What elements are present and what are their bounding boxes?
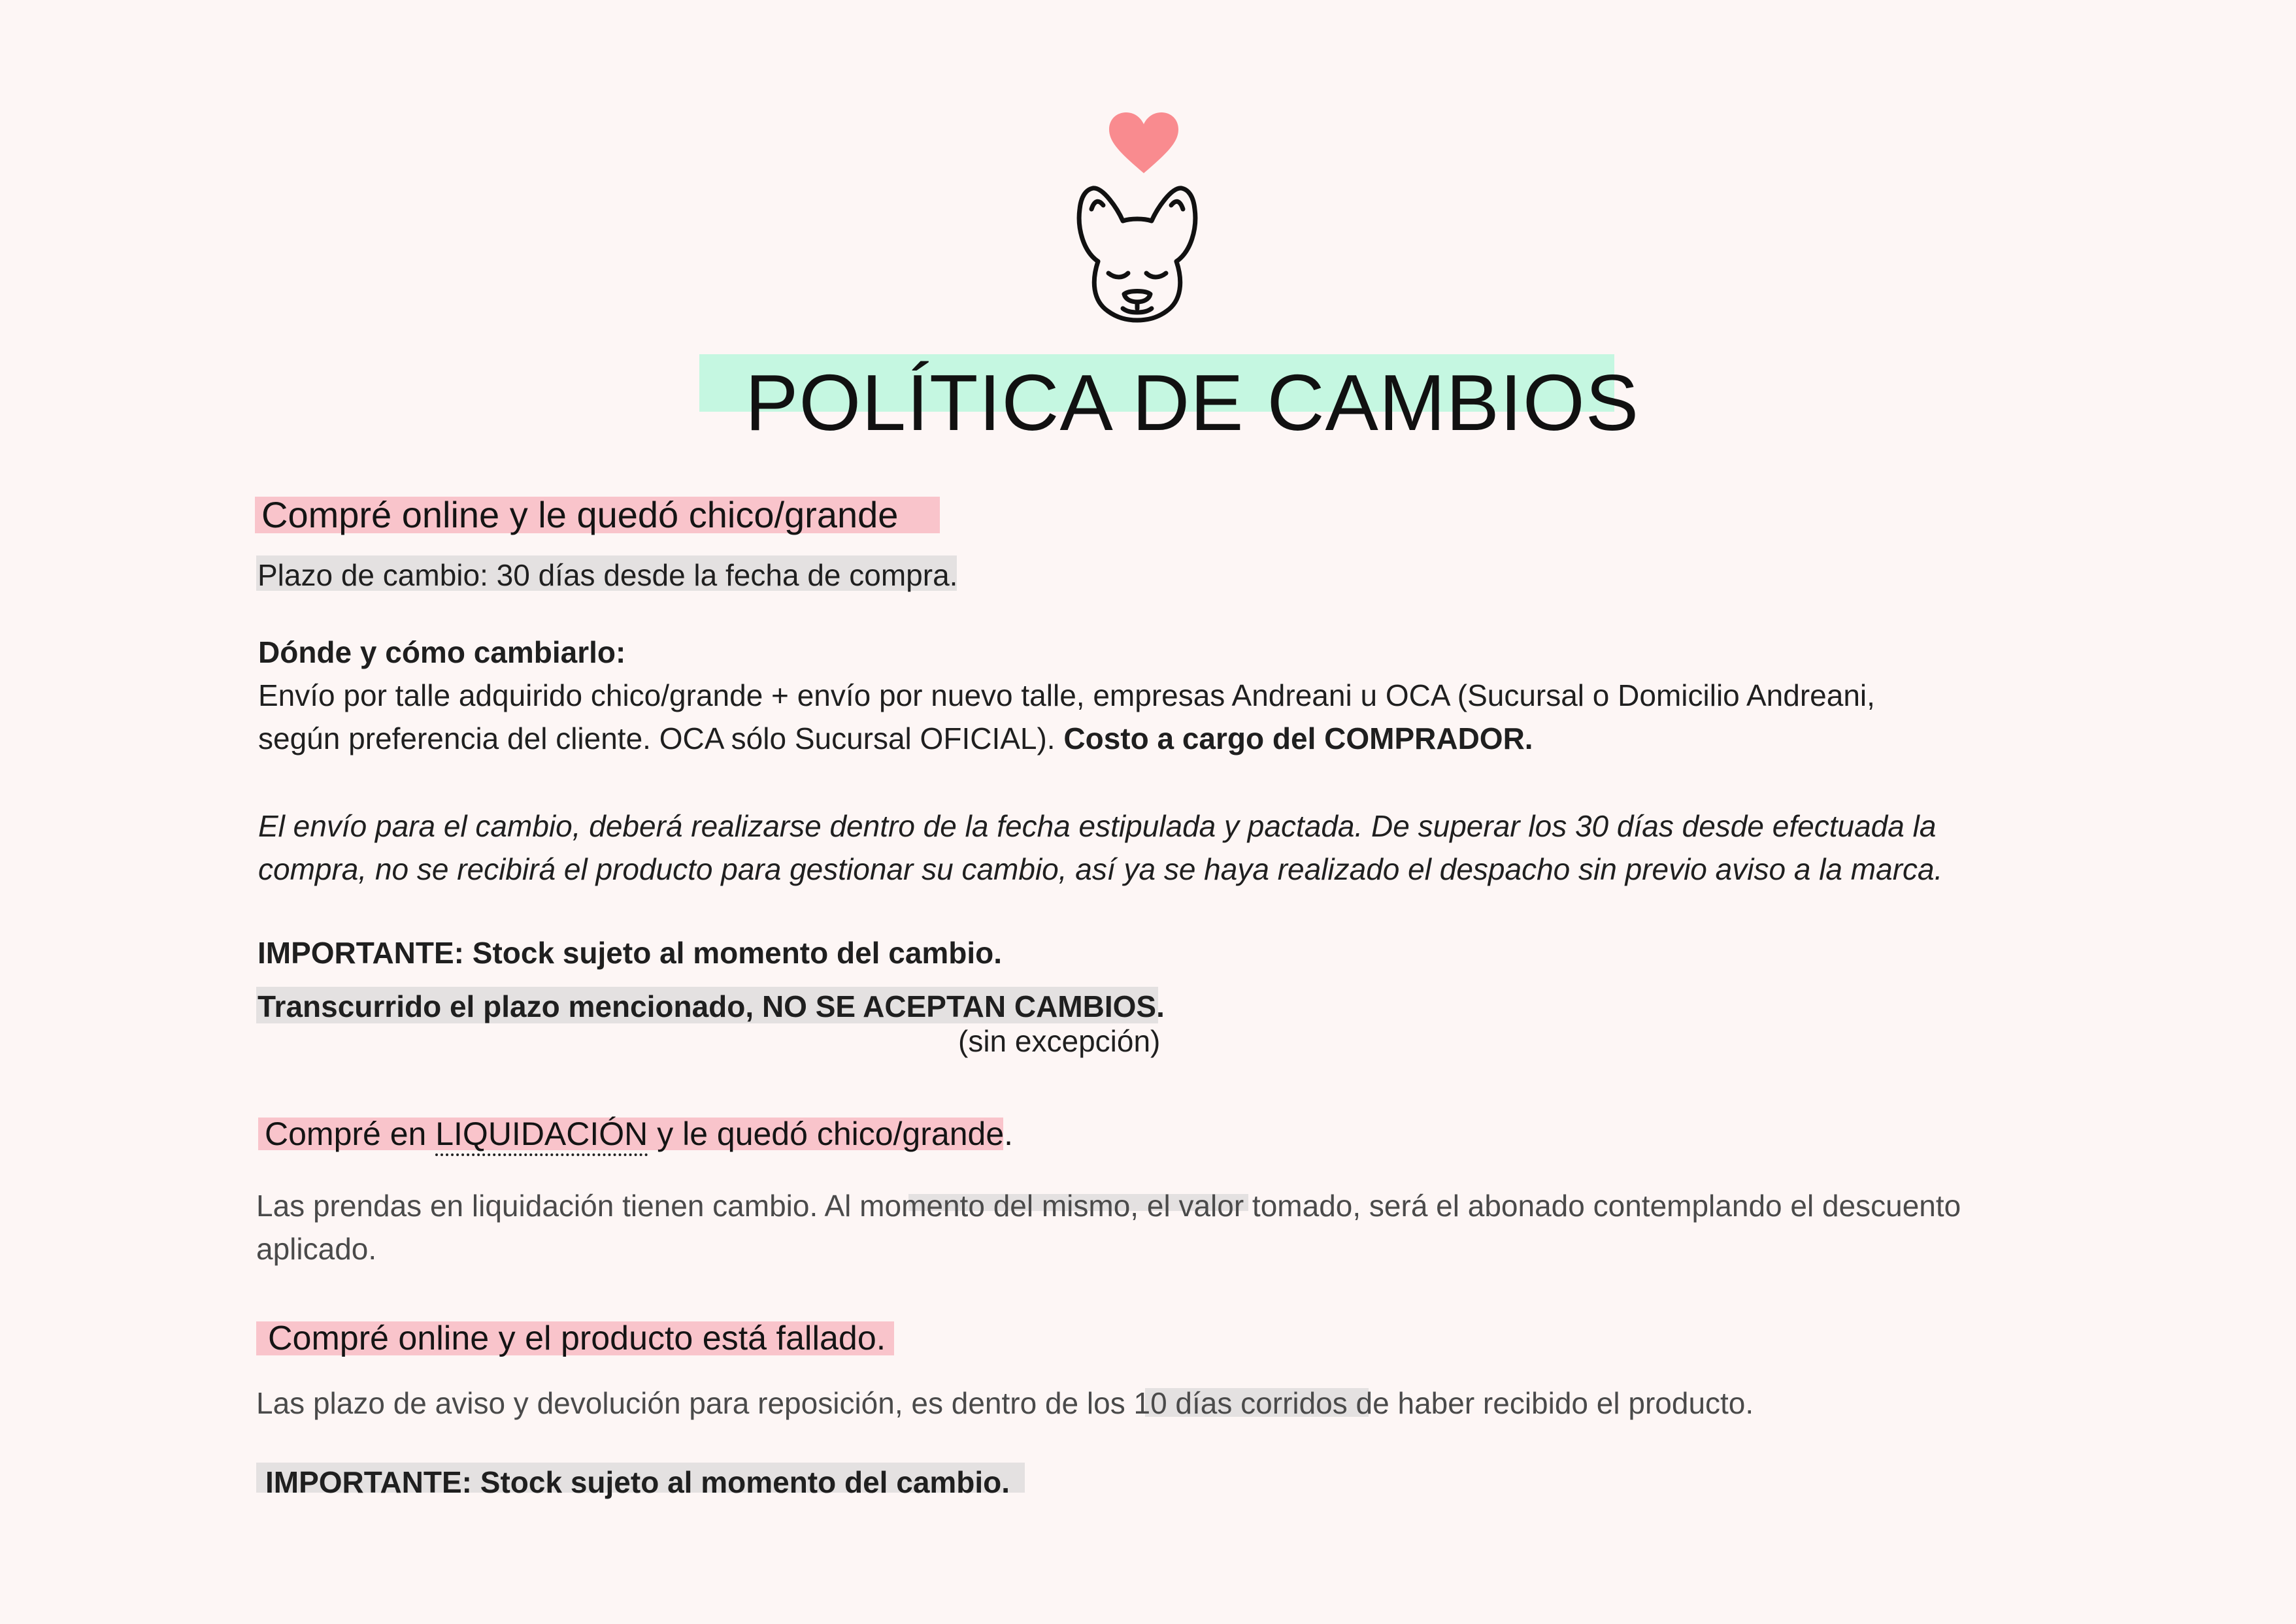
where-line-2-text: según preferencia del cliente. OCA sólo Sucursal OFICIAL). bbox=[258, 721, 1064, 755]
note-line-2: compra, no se recibirá el producto para gestionar su cambio, así ya se haya realizado el despacho sin previo aviso a la marca. bbox=[258, 852, 1943, 886]
section3-body: Las plazo de aviso y devolución para reposición, es dentro de los 10 días corridos de haber recibido el producto. bbox=[256, 1386, 1754, 1420]
heart-icon bbox=[1108, 111, 1180, 176]
no-exception-text: (sin excepción) bbox=[958, 1024, 1161, 1058]
important-note-2: IMPORTANTE: Stock sujeto al momento del cambio. bbox=[265, 1465, 1010, 1499]
deadline-text: Plazo de cambio: 30 días desde la fecha de compra. bbox=[258, 558, 958, 592]
section3-heading: Compré online y el producto está fallado. bbox=[268, 1319, 886, 1357]
section2-body-line-2: aplicado. bbox=[256, 1232, 377, 1266]
where-line-1: Envío por talle adquirido chico/grande + envío por nuevo talle, empresas Andreani u OCA (Sucursal o Domicilio Andreani, bbox=[258, 678, 1875, 712]
section1-heading: Compré online y le quedó chico/grande bbox=[261, 494, 899, 535]
cost-note: Costo a cargo del COMPRADOR. bbox=[1063, 721, 1533, 755]
where-label: Dónde y cómo cambiarlo: bbox=[258, 635, 626, 669]
french-bulldog-icon bbox=[1072, 183, 1203, 323]
note-line-1: El envío para el cambio, deberá realizarse dentro de la fecha estipulada y pactada. De superar los 30 días desde efectuada la bbox=[258, 809, 1937, 843]
liquidacion-term: LIQUIDACIÓN bbox=[435, 1116, 648, 1156]
section2-heading bbox=[265, 1118, 1013, 1150]
brand-logo bbox=[1059, 111, 1209, 327]
no-changes-text: Transcurrido el plazo mencionado, NO SE ACEPTAN CAMBIOS. bbox=[258, 989, 1165, 1023]
where-line-2 bbox=[258, 723, 1533, 754]
important-note-1: IMPORTANTE: Stock sujeto al momento del cambio. bbox=[258, 936, 1003, 970]
section2-body-line-1: Las prendas en liquidación tienen cambio. Al momento del mismo, el valor tomado, será el abonado contemplando el descuento bbox=[256, 1189, 1961, 1223]
section2-heading-a: Compré en bbox=[265, 1116, 436, 1152]
page-title: POLÍTICA DE CAMBIOS bbox=[745, 358, 1640, 447]
section2-heading-c: y le quedó chico/grande. bbox=[648, 1116, 1014, 1152]
